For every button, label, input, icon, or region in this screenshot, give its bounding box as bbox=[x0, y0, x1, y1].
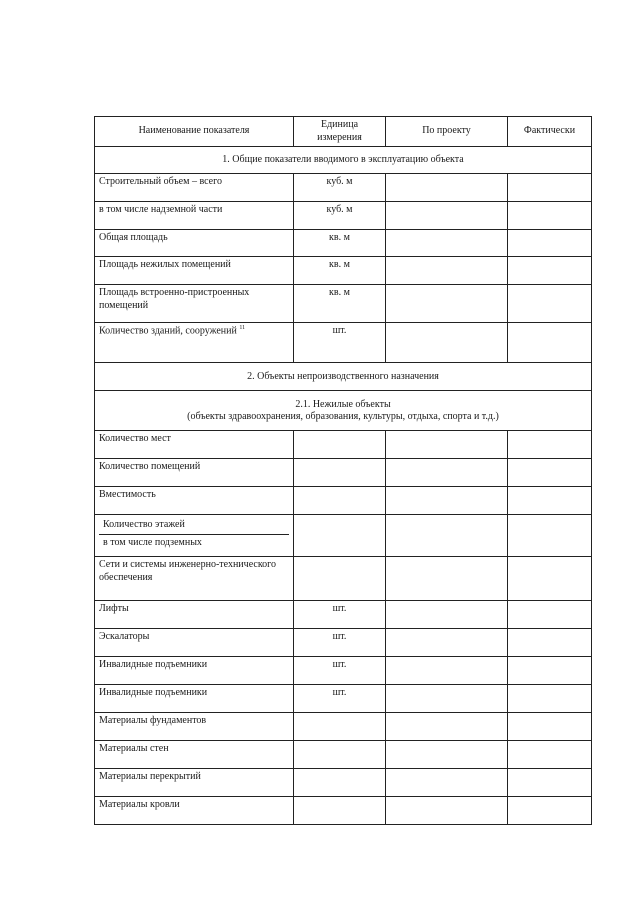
row-name: Сети и системы инженерно-технического обеспечения bbox=[95, 557, 294, 601]
row-project-cell[interactable] bbox=[386, 601, 508, 629]
row-fact-cell[interactable] bbox=[508, 557, 592, 601]
row-name-text: Количество зданий, сооружений bbox=[99, 325, 237, 337]
row-name: Площадь нежилых помещений bbox=[95, 257, 294, 285]
row-fact-cell[interactable] bbox=[508, 769, 592, 797]
row-unit bbox=[294, 713, 386, 741]
table-row bbox=[95, 601, 592, 629]
row-project-cell[interactable] bbox=[386, 174, 508, 202]
indicators-table bbox=[94, 116, 592, 825]
section-row bbox=[95, 363, 592, 391]
table-row bbox=[95, 323, 592, 363]
table-row bbox=[95, 685, 592, 713]
row-unit bbox=[294, 769, 386, 797]
row-name: Количество помещений bbox=[95, 459, 294, 487]
row-project-cell[interactable] bbox=[386, 515, 508, 557]
row-unit: кв. м bbox=[294, 285, 386, 323]
row-project-cell[interactable] bbox=[386, 713, 508, 741]
table-row bbox=[95, 515, 592, 557]
row-unit bbox=[294, 741, 386, 769]
table-row bbox=[95, 557, 592, 601]
row-fact-cell[interactable] bbox=[508, 601, 592, 629]
row-unit: шт. bbox=[294, 323, 386, 363]
section-row bbox=[95, 147, 592, 174]
row-name: Площадь встроенно-пристроенных помещений bbox=[95, 285, 294, 323]
row-fact-cell[interactable] bbox=[508, 487, 592, 515]
row-name: Материалы кровли bbox=[95, 797, 294, 825]
row-unit: шт. bbox=[294, 601, 386, 629]
row-name: Инвалидные подъемники bbox=[95, 685, 294, 713]
row-name: Количество мест bbox=[95, 431, 294, 459]
row-unit: кв. м bbox=[294, 230, 386, 257]
row-fact-cell[interactable] bbox=[508, 202, 592, 230]
table-row bbox=[95, 202, 592, 230]
row-project-cell[interactable] bbox=[386, 741, 508, 769]
row-fact-cell[interactable] bbox=[508, 285, 592, 323]
row-name: Строительный объем – всего bbox=[95, 174, 294, 202]
row-fact-cell[interactable] bbox=[508, 459, 592, 487]
row-project-cell[interactable] bbox=[386, 459, 508, 487]
row-unit: куб. м bbox=[294, 174, 386, 202]
table-row bbox=[95, 713, 592, 741]
row-name: в том числе надземной части bbox=[95, 202, 294, 230]
subsection-row bbox=[95, 391, 592, 431]
row-unit: шт. bbox=[294, 657, 386, 685]
header-unit: Единица измерения bbox=[294, 117, 386, 147]
row-project-cell[interactable] bbox=[386, 797, 508, 825]
row-fact-cell[interactable] bbox=[508, 797, 592, 825]
table-row bbox=[95, 629, 592, 657]
row-project-cell[interactable] bbox=[386, 230, 508, 257]
floors-label: Количество этажей bbox=[99, 517, 289, 535]
row-fact-cell[interactable] bbox=[508, 230, 592, 257]
row-project-cell[interactable] bbox=[386, 557, 508, 601]
row-fact-cell[interactable] bbox=[508, 713, 592, 741]
table-row bbox=[95, 230, 592, 257]
row-project-cell[interactable] bbox=[386, 629, 508, 657]
floors-cell bbox=[95, 515, 294, 557]
header-name: Наименование показателя bbox=[95, 117, 294, 147]
header-row bbox=[95, 117, 592, 147]
table-row bbox=[95, 657, 592, 685]
row-fact-cell[interactable] bbox=[508, 685, 592, 713]
table-row bbox=[95, 797, 592, 825]
table-row bbox=[95, 257, 592, 285]
header-fact: Фактически bbox=[508, 117, 592, 147]
row-name: Материалы фундаментов bbox=[95, 713, 294, 741]
row-name bbox=[95, 323, 294, 363]
row-unit bbox=[294, 557, 386, 601]
subsection-note: (объекты здравоохранения, образования, культуры, отдыха, спорта и т.д.) bbox=[187, 411, 499, 422]
row-fact-cell[interactable] bbox=[508, 657, 592, 685]
row-fact-cell[interactable] bbox=[508, 515, 592, 557]
row-unit: шт. bbox=[294, 685, 386, 713]
row-unit: шт. bbox=[294, 629, 386, 657]
subsection-title bbox=[95, 391, 592, 431]
row-name: Вместимость bbox=[95, 487, 294, 515]
table-row bbox=[95, 285, 592, 323]
row-unit bbox=[294, 487, 386, 515]
row-project-cell[interactable] bbox=[386, 487, 508, 515]
underground-label: в том числе подземных bbox=[103, 537, 202, 548]
row-project-cell[interactable] bbox=[386, 285, 508, 323]
row-unit: кв. м bbox=[294, 257, 386, 285]
subsection-heading: 2.1. Нежилые объекты bbox=[295, 398, 391, 410]
table-row bbox=[95, 741, 592, 769]
footnote-mark: 11 bbox=[239, 325, 246, 331]
row-name: Эскалаторы bbox=[95, 629, 294, 657]
row-project-cell[interactable] bbox=[386, 431, 508, 459]
row-fact-cell[interactable] bbox=[508, 257, 592, 285]
row-project-cell[interactable] bbox=[386, 657, 508, 685]
row-name: Инвалидные подъемники bbox=[95, 657, 294, 685]
row-fact-cell[interactable] bbox=[508, 323, 592, 363]
row-name: Материалы перекрытий bbox=[95, 769, 294, 797]
row-unit bbox=[294, 797, 386, 825]
row-name: Лифты bbox=[95, 601, 294, 629]
row-project-cell[interactable] bbox=[386, 769, 508, 797]
table-row bbox=[95, 487, 592, 515]
row-fact-cell[interactable] bbox=[508, 431, 592, 459]
row-unit bbox=[294, 459, 386, 487]
table-row bbox=[95, 431, 592, 459]
section2-title: 2. Объекты непроизводственного назначения bbox=[95, 363, 592, 391]
section1-title: 1. Общие показатели вводимого в эксплуатацию объекта bbox=[95, 147, 592, 174]
row-unit: куб. м bbox=[294, 202, 386, 230]
row-project-cell[interactable] bbox=[386, 257, 508, 285]
row-unit bbox=[294, 431, 386, 459]
row-fact-cell[interactable] bbox=[508, 741, 592, 769]
table-row bbox=[95, 459, 592, 487]
row-name: Общая площадь bbox=[95, 230, 294, 257]
header-project: По проекту bbox=[386, 117, 508, 147]
row-project-cell[interactable] bbox=[386, 323, 508, 363]
row-name: Материалы стен bbox=[95, 741, 294, 769]
row-project-cell[interactable] bbox=[386, 685, 508, 713]
row-fact-cell[interactable] bbox=[508, 629, 592, 657]
row-project-cell[interactable] bbox=[386, 202, 508, 230]
table-row bbox=[95, 769, 592, 797]
row-unit bbox=[294, 515, 386, 557]
row-fact-cell[interactable] bbox=[508, 174, 592, 202]
table-row bbox=[95, 174, 592, 202]
